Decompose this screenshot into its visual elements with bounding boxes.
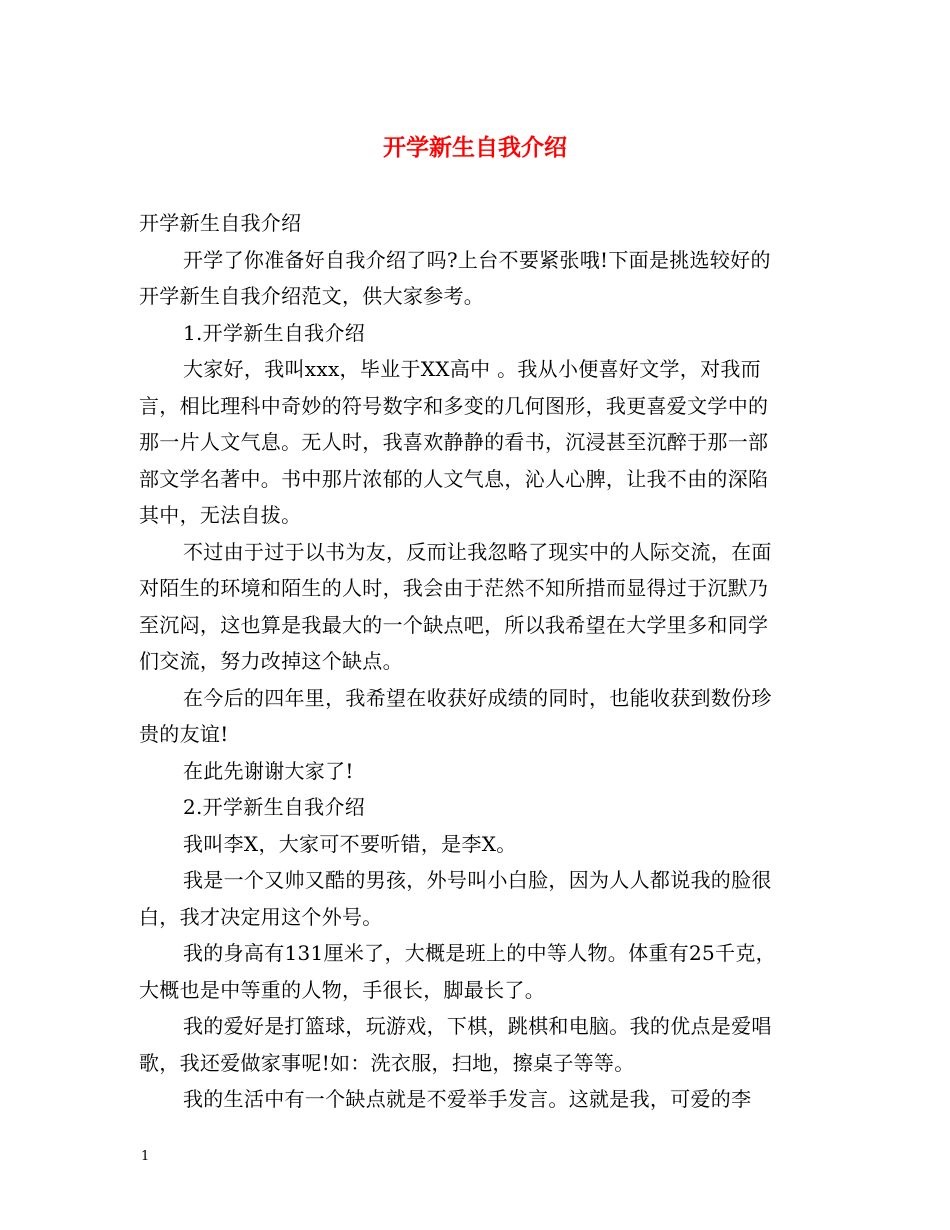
text-line: 至沉闷，这也算是我最大的一个缺点吧，所以我希望在大学里多和同学 — [139, 612, 769, 637]
text-line: 其中，无法自拔。 — [139, 503, 302, 527]
text-line: 言，相比理科中奇妙的符号数字和多变的几何图形，我更喜爱文学中的 — [139, 393, 769, 418]
text-line: 贵的友谊! — [139, 722, 229, 746]
document-body — [139, 205, 829, 1118]
text-line: 大家好，我叫xxx，毕业于XX高中 。我从小便喜好文学，对我而 — [183, 357, 761, 381]
text-line: 那一片人文气息。无人时，我喜欢静静的看书，沉浸甚至沉醉于那一部 — [139, 430, 769, 454]
text-line: 开学了你准备好自我介绍了吗?上台不要紧张哦!下面是挑选较好的 — [183, 247, 771, 272]
text-line: 2.开学新生自我介绍 — [183, 795, 366, 819]
text-line: 开学新生自我介绍 — [139, 211, 302, 235]
text-line: 我的爱好是打篮球，玩游戏，下棋，跳棋和电脑。我的优点是爱唱 — [183, 1014, 772, 1038]
text-line: 歌，我还爱做家事呢!如：洗衣服，扫地，擦桌子等等。 — [139, 1050, 635, 1075]
page-number: 1 — [141, 1149, 150, 1164]
text-line: 我的生活中有一个缺点就是不爱举手发言。这就是我，可爱的李 — [183, 1087, 752, 1111]
text-line: 在此先谢谢大家了! — [183, 758, 354, 783]
text-line: 我的身高有131厘米了，大概是班上的中等人物。体重有25千克， — [183, 941, 776, 965]
document-title: 开学新生自我介绍 — [383, 134, 567, 161]
text-line: 1.开学新生自我介绍 — [183, 320, 366, 345]
text-line: 开学新生自我介绍范文，供大家参考。 — [139, 284, 485, 308]
text-line: 对陌生的环境和陌生的人时，我会由于茫然不知所措而显得过于沉默乃 — [139, 576, 769, 600]
text-line: 我叫李X，大家可不要听错，是李X。 — [183, 831, 517, 856]
text-line: 大概也是中等重的人物，手很长，脚最长了。 — [139, 977, 545, 1002]
text-line: 白，我才决定用这个外号。 — [139, 904, 383, 929]
text-line: 部文学名著中。书中那片浓郁的人文气息，沁人心脾，让我不由的深陷 — [139, 466, 769, 491]
text-line: 在今后的四年里，我希望在收获好成绩的同时，也能收获到数份珍 — [183, 685, 772, 710]
text-line: 我是一个又帅又酷的男孩，外号叫小白脸，因为人人都说我的脸很 — [183, 868, 772, 892]
text-line: 不过由于过于以书为友，反而让我忽略了现实中的人际交流，在面 — [183, 539, 772, 564]
text-line: 们交流，努力改掉这个缺点。 — [139, 649, 403, 673]
